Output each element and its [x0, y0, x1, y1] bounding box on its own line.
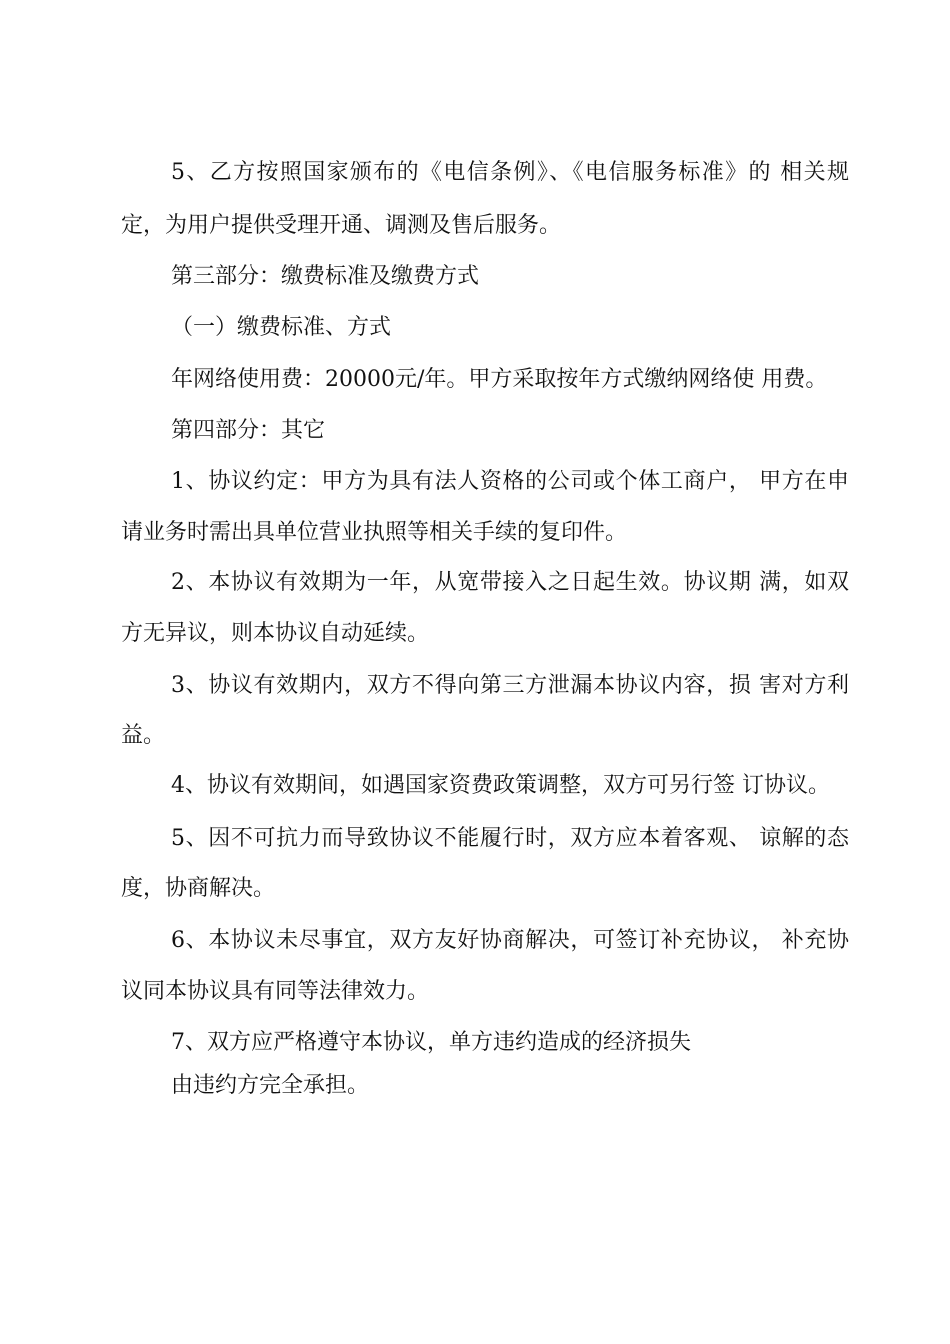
- item-6-line-1: 6、本协议未尽事宜，双方友好协商解决，可签订补充协议， 补充协: [171, 928, 849, 953]
- item-2-line-1: 2、本协议有效期为一年，从宽带接入之日起生效。协议期 满，如双: [171, 570, 849, 595]
- item-2-line-2: 方无异议，则本协议自动延续。: [121, 621, 430, 646]
- item-3-line-1: 3、协议有效期内，双方不得向第三方泄漏本协议内容，损 害对方利: [171, 673, 849, 698]
- item-1-line-2: 请业务时需出具单位营业执照等相关手续的复印件。: [121, 520, 628, 545]
- item-5-line-1: 5、因不可抗力而导致协议不能履行时，双方应本着客观、 谅解的态: [171, 826, 849, 851]
- item-4-line: 4、协议有效期间，如遇国家资费政策调整，双方可另行签 订协议。: [171, 773, 830, 798]
- item-7-line-1: 7、双方应严格遵守本协议，单方违约造成的经济损失: [171, 1030, 691, 1055]
- item-5-line-2: 度，协商解决。: [121, 876, 276, 901]
- clause-5-line-2: 定，为用户提供受理开通、调测及售后服务。: [121, 213, 562, 238]
- section-3-heading: 第三部分：缴费标准及缴费方式: [171, 264, 480, 289]
- fee-line: 年网络使用费：20000元/年。甲方采取按年方式缴纳网络使 用费。: [171, 367, 828, 392]
- item-6-line-2: 议同本协议具有同等法律效力。: [121, 979, 430, 1004]
- item-3-line-2: 益。: [121, 723, 166, 748]
- subsection-1-heading: （一）缴费标准、方式: [171, 315, 392, 340]
- section-4-heading: 第四部分：其它: [171, 418, 326, 443]
- clause-5-line-1: 5、乙方按照国家颁布的《电信条例》、《电信服务标准》的 相关规: [171, 160, 849, 185]
- item-1-line-1: 1、协议约定：甲方为具有法人资格的公司或个体工商户， 甲方在申: [171, 469, 849, 494]
- item-7-line-2: 由违约方完全承担。: [171, 1073, 370, 1098]
